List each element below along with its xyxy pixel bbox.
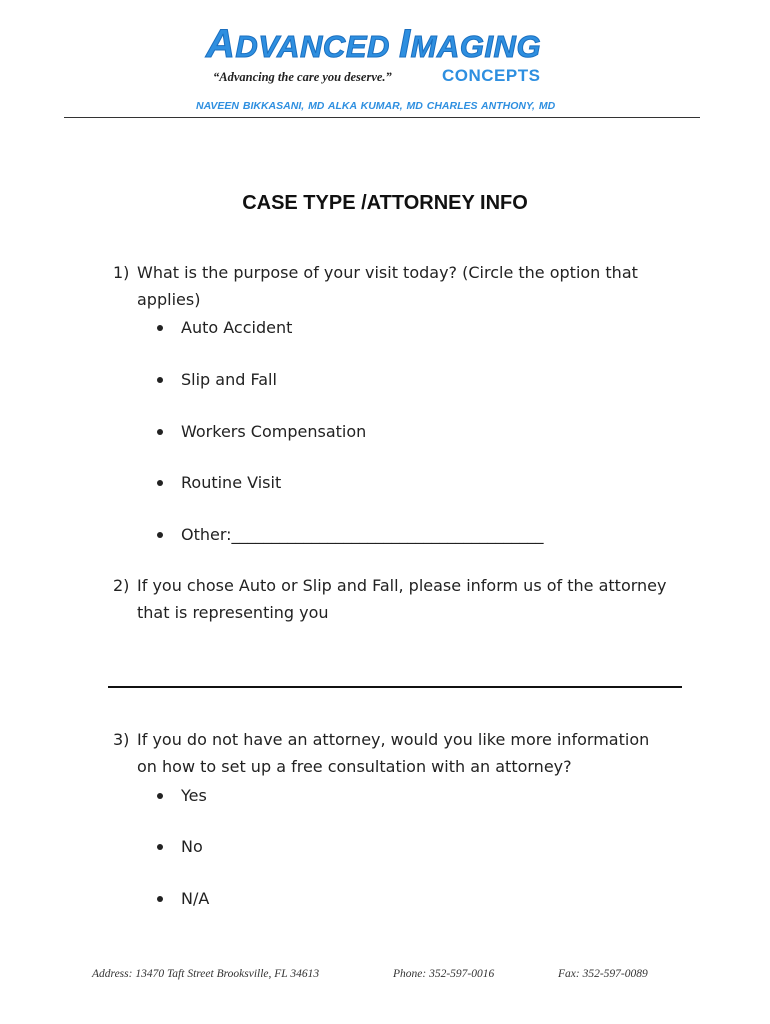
bullet-icon [157,896,163,902]
form-title: CASE TYPE /ATTORNEY INFO [242,192,528,214]
question-3 [113,726,693,780]
option-label: Auto Accident [181,318,293,337]
question-text-cont: applies) [137,290,201,309]
bullet-icon [157,429,163,435]
header-divider [64,117,700,118]
option-label: N/A [181,889,210,908]
question-1 [113,259,693,313]
doctors-list: NAVEEN BIKKASANI, MD ALKA KUMAR, MD CHARLES ANTHONY, MD [196,100,556,112]
question-text-cont: that is representing you [137,603,329,622]
footer-fax: Fax: 352-597-0089 [558,968,648,980]
option-label: Workers Compensation [181,422,367,441]
question-text: If you do not have an attorney, would you like more information [137,730,650,749]
bullet-icon [157,377,163,383]
option-label: Other:_______________________________________ [181,525,544,544]
option-label: Yes [181,786,207,805]
bullet-icon [157,844,163,850]
bullet-icon [157,532,163,538]
question-number: 1) [113,263,130,282]
question-number: 3) [113,730,130,749]
footer-address: Address: 13470 Taft Street Brooksville, FL 34613 [92,968,320,980]
option-label: Routine Visit [181,473,282,492]
question-text: If you chose Auto or Slip and Fall, please inform us of the attorney [137,576,667,595]
tagline: “Advancing the care you deserve.” [213,70,392,84]
footer-phone: Phone: 352-597-0016 [393,968,495,980]
bullet-icon [157,325,163,331]
question-2 [113,572,693,626]
logo-concepts: CONCEPTS [442,66,541,85]
option-label: Slip and Fall [181,370,277,389]
bullet-icon [157,480,163,486]
question-number: 2) [113,576,130,595]
question-text-cont: on how to set up a free consultation with an attorney? [137,757,572,776]
attorney-name-field[interactable] [108,686,682,688]
bullet-icon [157,793,163,799]
question-text: What is the purpose of your visit today? (Circle the option that [137,263,638,282]
option-label: No [181,837,203,856]
logo-wordmark: ADVANCED IMAGING [206,22,542,66]
